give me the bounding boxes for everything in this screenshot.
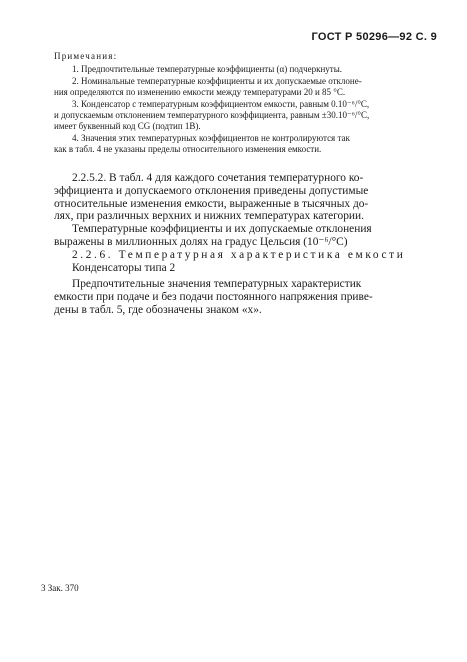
page-footer: 3 Зак. 370 xyxy=(41,583,79,593)
paragraph-line: Температурные коэффициенты и их допускаемые отклонения xyxy=(72,223,372,236)
note-line: 3. Конденсатор с температурным коэффициентом емкости, равным 0.10⁻⁶/°С, xyxy=(72,98,370,109)
note-line: 2. Номинальные температурные коэффициенты и их допускаемые отклоне- xyxy=(72,75,362,86)
note-line: и допускаемым отклонением температурного коэффициента, равным ±30.10⁻⁶/°С, xyxy=(54,110,370,121)
subsection-heading: Конденсаторы типа 2 xyxy=(72,261,176,274)
paragraph-line: относительные изменения емкости, выраженные в тысячных до- xyxy=(54,197,369,210)
section-heading: 2.2.6. Температурная характеристика емкости xyxy=(72,248,406,261)
paragraph-line: лях, при различных верхних и нижних температурах категории. xyxy=(54,210,364,223)
note-line: ния определяются по изменению емкости между температурами 20 и 85 °С. xyxy=(54,87,346,98)
paragraph-line: Предпочтительные значения температурных характеристик xyxy=(72,278,362,291)
note-line: имеет буквенный код CG (подтип 1В). xyxy=(54,121,201,132)
notes-title: Примечания: xyxy=(54,51,118,61)
paragraph-line: выражены в миллионных долях на градус Цельсия (10⁻⁶/°С) xyxy=(54,235,348,248)
paragraph-line: емкости при подаче и без подачи постоянного напряжения приве- xyxy=(54,291,373,304)
notes-section xyxy=(54,51,428,156)
paragraph-line: эффициента и допускаемого отклонения приведены допустимые xyxy=(54,184,369,197)
note-line: 1. Предпочтительные температурные коэффициенты (α) подчеркнуты. xyxy=(72,64,343,75)
paragraph-line: дены в табл. 5, где обозначены знаком «х». xyxy=(54,303,262,316)
note-line: 4. Значения этих температурных коэффициентов не контролируются так xyxy=(72,132,350,143)
body-text xyxy=(54,172,424,317)
note-line: как в табл. 4 не указаны пределы относительного изменения емкости. xyxy=(54,144,322,155)
paragraph-line: 2.2.5.2. В табл. 4 для каждого сочетания температурного ко- xyxy=(72,172,364,184)
page-header: ГОСТ Р 50296—92 С. 9 xyxy=(311,31,437,43)
